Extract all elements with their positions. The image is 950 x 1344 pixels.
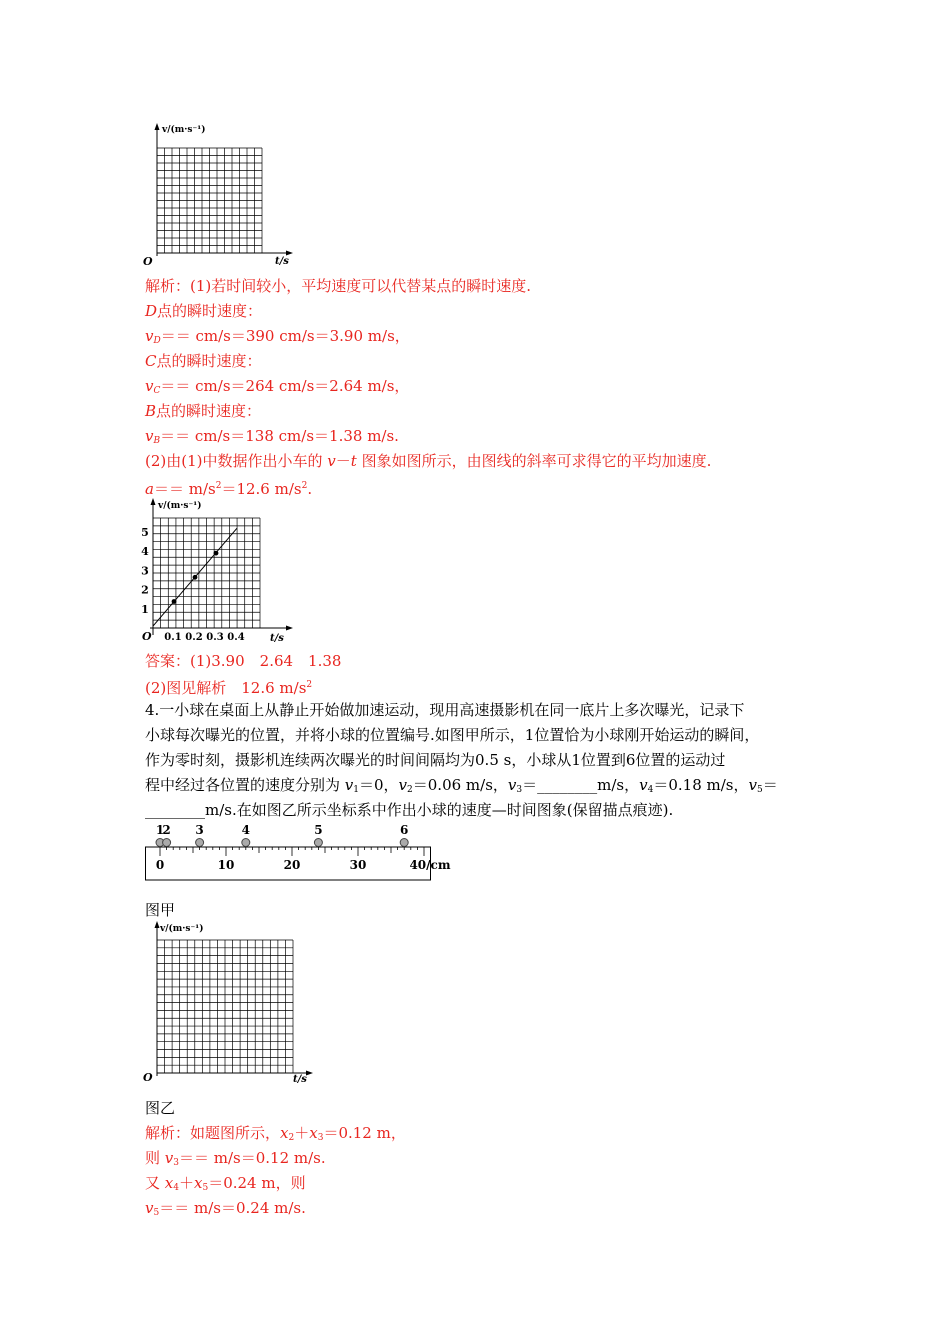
y-axis-label: v/(m·s⁻¹): [158, 501, 202, 511]
x-axis-label: t/s: [270, 633, 284, 644]
ball-label: 2: [162, 823, 171, 837]
analysis1-line9: $a== m/s^2=12.6$ $m/s^2$.: [145, 480, 313, 498]
data-point: [193, 575, 198, 580]
ball: [163, 839, 171, 847]
ball-label: 3: [195, 823, 204, 837]
ruler-scale-label: 0: [155, 858, 165, 872]
problem4-line3: 作为零时刻，摄影机连续两次曝光的时间间隔均为0.5 s，小球从1位置到6位置的运动过: [145, 751, 726, 769]
fig-jia-caption: 图甲: [145, 901, 176, 919]
grid: [153, 518, 260, 628]
problem4-line1: 4.一小球在桌面上从静止开始做加速运动，现用高速摄影机在同一底片上多次曝光，记录下: [145, 701, 745, 719]
analysis1-line7: $v_B== cm/s=138$ cm/s＝1.38 m/s.: [145, 427, 399, 446]
ruler-scale-label: 40/cm: [409, 858, 451, 872]
x-tick-label: 0.3: [206, 632, 224, 643]
fig-yi-caption: 图乙: [145, 1099, 176, 1117]
x-tick-label: 0.4: [227, 632, 245, 643]
y-tick-label: 5: [141, 526, 149, 539]
ruler-scale-label: 20: [283, 858, 301, 872]
ruler-scale-label: 10: [217, 858, 235, 872]
analysis2-line2: 则 $v_3== m/s=0.12$ m/s.: [145, 1149, 326, 1168]
origin-label: O: [143, 1071, 153, 1084]
analysis1-line6: B点的瞬时速度：: [145, 402, 262, 420]
ruler-scale-label: 30: [349, 858, 367, 872]
x-axis-label: t/s: [293, 1074, 307, 1085]
analysis2-line4: $v_5== m/s=0.24$ m/s.: [145, 1199, 306, 1218]
data-point: [172, 599, 177, 604]
analysis1-line1: 解析：(1)若时间较小，平均速度可以代替某点的瞬时速度.: [145, 277, 532, 295]
analysis1-line4: C点的瞬时速度：: [145, 352, 262, 370]
y-tick-label: 3: [141, 564, 149, 578]
analysis1-line5: $v_C== cm/s=264$ cm/s＝2.64 m/s，: [145, 377, 410, 396]
ball: [242, 839, 250, 847]
empty-grid-graph-2: [140, 918, 320, 1090]
x-tick-label: 0.1: [164, 632, 182, 643]
grid: [157, 940, 293, 1073]
y-tick-label: 4: [141, 545, 149, 559]
problem4-line2: 小球每次曝光的位置，并将小球的位置编号.如图甲所示，1位置恰为小球刚开始运动的瞬间，: [145, 726, 760, 744]
ball: [400, 839, 408, 847]
analysis1-line3: $v_D== cm/s=390$ cm/s＝3.90 m/s，: [145, 327, 410, 346]
origin-label: O: [143, 255, 153, 268]
analysis1-line2: D点的瞬时速度：: [145, 302, 263, 320]
ball-label: 5: [314, 823, 323, 837]
x-tick-label: 0.2: [185, 632, 203, 643]
ball-label: 4: [241, 823, 250, 837]
vt-chart: [140, 495, 300, 645]
data-point: [214, 551, 219, 556]
y-axis-label: v/(m·s⁻¹): [162, 125, 206, 135]
analysis2-line1: 解析：如题图所示，$x_2+x_3=0.12$ m，: [145, 1124, 406, 1143]
ball-label: 6: [400, 823, 409, 837]
ball: [196, 839, 204, 847]
problem4-line4: 程中经过各位置的速度分别为 $v_1=0$，$v_2=0.06$ m/s，$v_3=\_\_\_\_\_\_\_\_m/s$，$v_4=0.18$ m/s，$v_5=$: [145, 776, 778, 795]
answer1-line2: (2)图见解析 12.6 $m/s^2$: [145, 679, 313, 697]
ball-label: 1: [155, 823, 165, 837]
answer1-line1: 答案：(1)3.90 2.64 1.38: [145, 652, 342, 670]
y-tick-label: 2: [141, 583, 149, 597]
ruler-figure: [145, 823, 451, 883]
empty-grid-graph-1: [140, 120, 300, 270]
x-axis-label: t/s: [275, 256, 289, 267]
ball: [314, 839, 322, 847]
origin-label: O: [142, 630, 152, 643]
y-axis-label: v/(m·s⁻¹): [160, 924, 204, 934]
problem4-line5: ________m/s.在如图乙所示坐标系中作出小球的速度—时间图象(保留描点痕迹).: [145, 801, 674, 819]
grid: [157, 148, 262, 253]
y-tick-label: 1: [141, 602, 149, 616]
analysis1-line8: (2)由(1)中数据作出小车的 v－t 图象如图所示，由图线的斜率可求得它的平均加速度.: [145, 452, 712, 470]
analysis2-line3: 又 $x_4+x_5=0.24$ m，则: [145, 1174, 306, 1193]
